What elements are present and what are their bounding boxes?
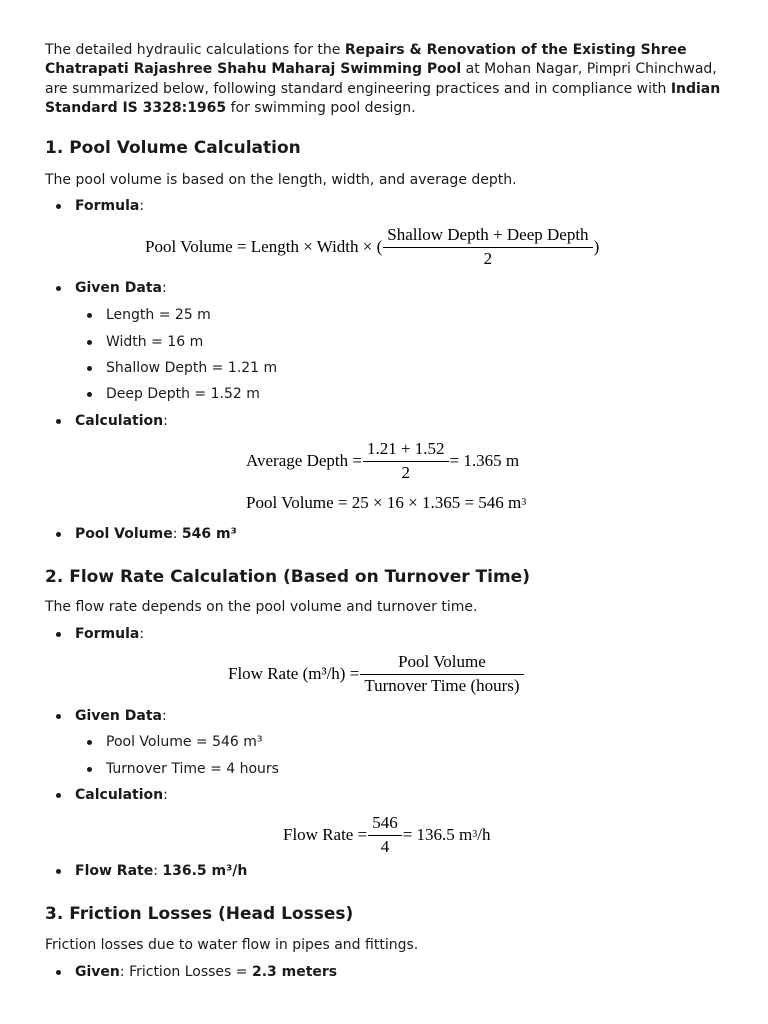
list-item-calculation: Calculation: [75, 787, 168, 803]
list-label: Formula [75, 198, 140, 214]
flow-rate-equation: Flow Rate = $\frac{546}{4}$ = 136.5 m 3 /h [283, 813, 491, 856]
formula-lhs: Pool Volume = Length × Width × ( [145, 237, 383, 256]
section-paragraph: The pool volume is based on the length, width, and average depth. [45, 172, 517, 188]
list-item-formula: Formula: [75, 198, 145, 214]
intro-paragraph [45, 41, 725, 118]
sub-list-item: Shallow Depth = 1.21 m [106, 360, 278, 376]
sub-list-item: Length = 25 m [106, 307, 211, 323]
list-item-calculation: Calculation: [75, 413, 168, 429]
fraction-numerator: 546 [372, 813, 398, 832]
fraction [365, 440, 447, 482]
standard-reference: Indian Standard IS 3328:1965 [45, 80, 721, 116]
fraction-denominator: 2 [363, 461, 449, 482]
fraction-numerator: Shallow Depth + Deep Depth [387, 225, 589, 244]
fraction-denominator: Turnover Time (hours) [360, 674, 523, 695]
sub-list-item: Turnover Time = 4 hours [106, 761, 279, 777]
fraction-numerator: 1.21 + 1.52 [366, 439, 445, 458]
flow-rate-formula [228, 653, 525, 695]
intro-text: The detailed hydraulic calculations for the [45, 42, 345, 58]
fraction-denominator: 4 [368, 835, 402, 856]
list-label: Calculation [75, 413, 164, 429]
equation-rhs: = 136.5 m [402, 825, 473, 844]
equation-lhs: Average Depth = [246, 451, 362, 470]
sub-list-item: Deep Depth = 1.52 m [106, 386, 260, 402]
section-heading-friction-losses: 3. Friction Losses (Head Losses) [45, 904, 354, 924]
project-name: Repairs & Renovation of the Existing Shree Chatrapati Rajashree Shahu Maharaj Swimming Pool [45, 42, 687, 78]
list-item-given-data: Given Data: [75, 708, 167, 724]
given-value: 2.3 meters [251, 964, 338, 980]
result-value: 546 m³ [181, 526, 237, 542]
section-paragraph: The flow rate depends on the pool volume and turnover time. [45, 599, 478, 615]
section-paragraph: Friction losses due to water flow in pipes and fittings. [45, 937, 419, 953]
list-label: Calculation [75, 787, 164, 803]
list-item-given-data: Given Data: [75, 280, 167, 296]
list-item-result: Flow Rate: 136.5 m³/h [75, 863, 248, 879]
pool-volume-equation: Pool Volume = 25 × 16 × 1.365 = 546 m 3 [246, 493, 527, 512]
list-label: Formula [75, 626, 140, 642]
list-item-result: Pool Volume: 546 m³ [75, 526, 237, 542]
given-text: Friction Losses = [129, 964, 252, 980]
fraction [385, 226, 590, 268]
fraction [362, 653, 521, 695]
intro-text: at Mohan Nagar, Pimpri Chinchwad, are summarized below, following standard engineering practices and in compliance with [45, 61, 717, 97]
section-heading-flow-rate: 2. Flow Rate Calculation (Based on Turnover Time) [45, 567, 530, 587]
section-heading-pool-volume: 1. Pool Volume Calculation [45, 138, 301, 158]
fraction-denominator: 2 [383, 247, 592, 268]
equation-lhs: Flow Rate = [283, 825, 368, 844]
list-label: Flow Rate [75, 863, 154, 879]
list-item-formula: Formula: [75, 626, 145, 642]
list-label: Given [75, 964, 120, 980]
list-label: Pool Volume [75, 526, 173, 542]
result-value: 136.5 m³/h [162, 863, 248, 879]
equation-unit-tail: /h [477, 825, 491, 844]
formula-close: ) [593, 237, 600, 256]
formula-lhs: Flow Rate (m³/h) = [228, 664, 360, 683]
equation-rhs: = 1.365 m [449, 451, 520, 470]
list-label: Given Data [75, 280, 162, 296]
pool-volume-formula [145, 226, 599, 268]
list-label: Given Data [75, 708, 162, 724]
sub-list-item: Width = 16 m [106, 334, 204, 350]
list-item-given: Given: Friction Losses = 2.3 meters [75, 964, 338, 980]
equation-text: Pool Volume = 25 × 16 × 1.365 = 546 m [246, 493, 522, 512]
intro-text: for swimming pool design. [226, 99, 416, 116]
average-depth-equation [246, 440, 519, 482]
fraction-numerator: Pool Volume [398, 652, 486, 671]
sub-list-item: Pool Volume = 546 m³ [106, 734, 263, 750]
fraction [370, 814, 400, 856]
